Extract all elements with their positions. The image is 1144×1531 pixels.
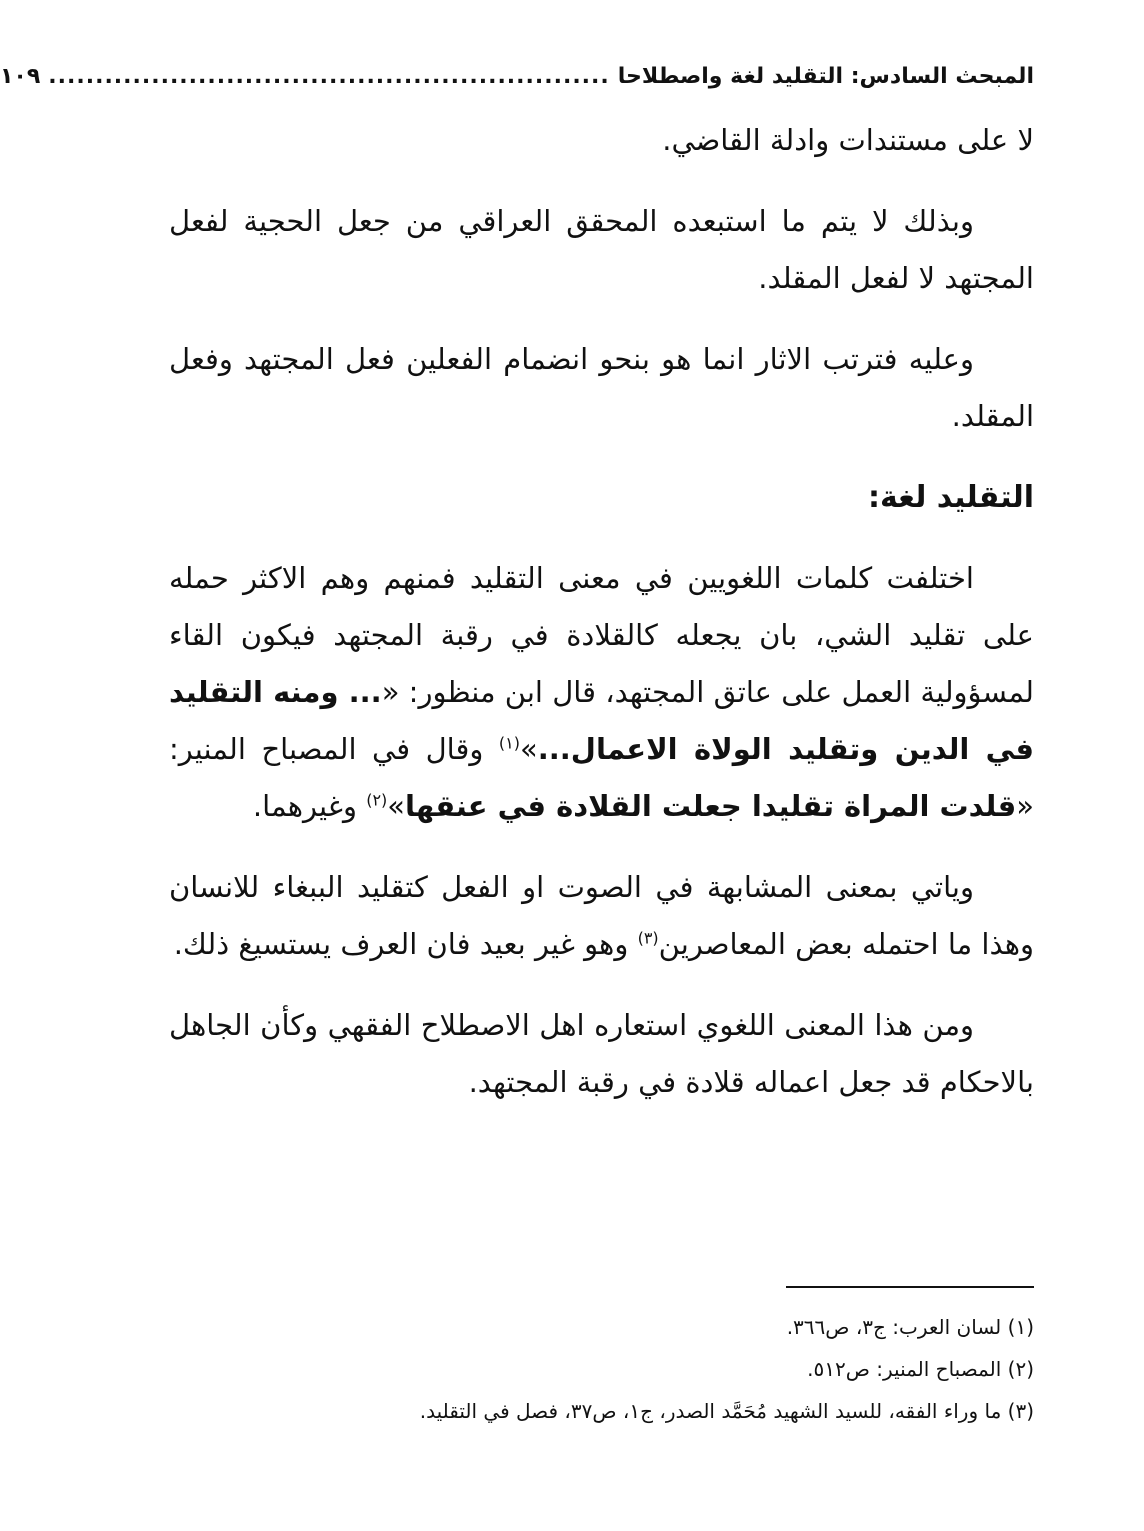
main-text [169, 112, 1034, 1135]
paragraph-6: ومن هذا المعنى اللغوي استعاره اهل الاصطلاح الفقهي وكأن الجاهل بالاحكام قد جعل اعماله قلادة في رقبة المجتهد. [169, 1008, 1034, 1099]
footnote-1: (١) لسان العرب: ج٣، ص٣٦٦. [786, 1315, 1034, 1339]
running-header [0, 56, 1034, 96]
footnote-ref-1[interactable]: (١) [498, 733, 520, 753]
footnote-separator [786, 1286, 1034, 1288]
paragraph-5 [169, 859, 1034, 973]
misbah-quote: قلدت المراة تقليدا جعلت القلادة في عنقها [405, 789, 1017, 823]
paragraph-4-text-c: وقال في المصباح المنير: « [169, 732, 1034, 823]
header-leader-dots: ............................................................ [48, 63, 610, 89]
footnotes [169, 1306, 1034, 1432]
ibn-manzur-quote: ... ومنه التقليد في الدين وتقليد الولاة الاعمال... [169, 675, 1034, 766]
footnote-ref-2[interactable]: (٢) [366, 790, 388, 810]
footnote-3: (٣) ما وراء الفقه، للسيد الشهيد مُحَمَّد الصدر، ج١، ص٣٧، فصل في التقليد. [419, 1399, 1034, 1423]
paragraph-5-text-a: وياتي بمعنى المشابهة في الصوت او الفعل كتقليد الببغاء للانسان وهذا ما احتمله بعض المعاصرين [169, 870, 1034, 961]
chapter-title: المبحث السادس: التقليد لغة واصطلاحا [617, 63, 1034, 89]
paragraph-4-text-e: وغيرهما. [252, 789, 367, 823]
quote-close-mark: » [387, 789, 406, 823]
paragraph-4 [169, 550, 1034, 835]
page-number: ١٠٩ [0, 63, 41, 89]
paragraph-3: وعليه فترتب الاثار انما هو بنحو انضمام الفعلين فعل المجتهد وفعل المقلد. [169, 342, 1034, 433]
paragraph-5-text-b: وهو غير بعيد فان العرف يستسيغ ذلك. [173, 927, 638, 961]
footnote-ref-3[interactable]: (٣) [637, 928, 659, 948]
footnote-2: (٢) المصباح المنير: ص٥١٢. [807, 1357, 1034, 1381]
paragraph-2: وبذلك لا يتم ما استبعده المحقق العراقي من جعل الحجية لفعل المجتهد لا لفعل المقلد. [169, 204, 1034, 295]
section-heading: التقليد لغة: [867, 480, 1034, 515]
quote-close-mark: » [519, 732, 538, 766]
paragraph-4-text-a: اختلفت كلمات اللغويين في معنى التقليد فمنهم وهم الاكثر حمله على تقليد الشي، بان يجعله كالقلادة في رقبة المجتهد فيكون القاء لمسؤولية العمل على عاتق المجتهد، قال ابن منظور: « [169, 561, 1034, 709]
paragraph-1: لا على مستندات وادلة القاضي. [662, 123, 1034, 157]
